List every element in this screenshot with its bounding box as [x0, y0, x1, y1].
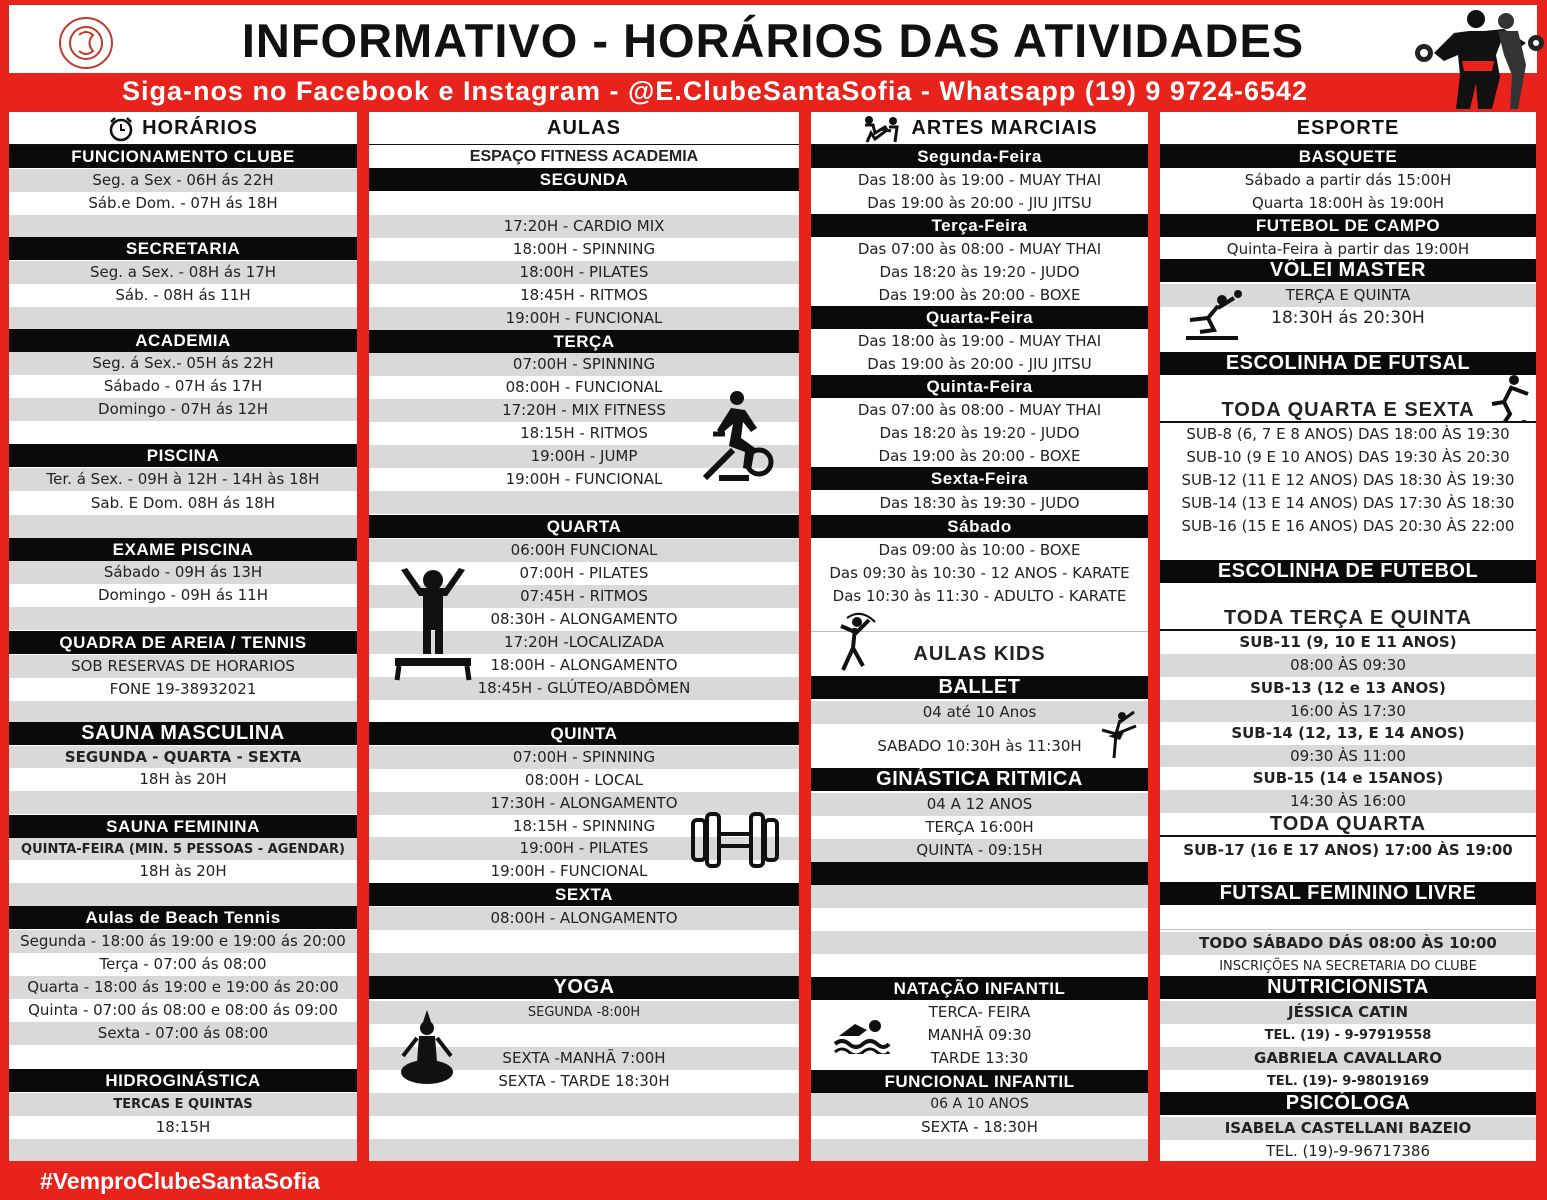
spacer-row [811, 1139, 1148, 1161]
sport-line: ISABELA CASTELLANI BAZEIO [1160, 1117, 1536, 1140]
spacer-row [811, 931, 1148, 954]
day-title: QUINTA [369, 722, 799, 745]
info-line: Ter. á Sex. - 09H à 12H - 14H às 18H [9, 468, 357, 491]
info-line: Domingo - 09H ás 11H [9, 584, 357, 607]
sport-title: ESCOLINHA DE FUTEBOL [1160, 560, 1536, 583]
esporte-title: ESPORTE [1160, 112, 1536, 146]
section-title: SECRETARIA [9, 237, 357, 260]
info-line: FONE 19-38932021 [9, 678, 357, 701]
section-title: FUNCIONAMENTO CLUBE [9, 145, 357, 168]
class-line: Das 19:00 às 20:00 - JIU JITSU [811, 192, 1148, 215]
sport-title: BASQUETE [1160, 145, 1536, 168]
spacer-row [811, 908, 1148, 931]
class-line: Das 09:00 às 10:00 - BOXE [811, 539, 1148, 563]
class-line: 08:00H - FUNCIONAL [369, 376, 799, 399]
info-line: Sábado - 09H ás 13H [9, 561, 357, 584]
alarm-clock-icon [108, 116, 134, 142]
sport-subtitle: TODA TERÇA E QUINTA [1160, 607, 1536, 631]
spacer-row [9, 607, 357, 630]
class-line: Das 19:00 às 20:00 - JIU JITSU [811, 353, 1148, 376]
class-line: 19:00H - PILATES [369, 837, 799, 860]
sport-line: TEL. (19)- 9-98019169 [1160, 1070, 1536, 1093]
info-line: TERCAS E QUINTAS [9, 1093, 357, 1116]
sport-line: SUB-10 (9 E 10 ANOS) DAS 19:30 ÀS 20:30 [1160, 446, 1536, 470]
column-esporte [1160, 112, 1536, 1161]
class-line: Das 07:00 às 08:00 - MUAY THAI [811, 238, 1148, 262]
class-line: 19:00H - FUNCIONAL [369, 468, 799, 491]
footer-hashtag: #VemproClubeSantaSofia [40, 1168, 320, 1194]
sport-line: 16:00 ÀS 17:30 [1160, 700, 1536, 723]
spacer-row [9, 791, 357, 814]
class-line: 18:15H - SPINNING [369, 815, 799, 838]
info-line: Seg. a Sex. - 08H ás 17H [9, 261, 357, 284]
volleyball-player-icon [1184, 288, 1244, 342]
day-title: SEXTA [369, 883, 799, 906]
class-line: 08:30H - ALONGAMENTO [369, 608, 799, 631]
info-line: Quarta - 18:00 ás 19:00 e 19:00 ás 20:00 [9, 976, 357, 999]
class-line: Das 18:20 às 19:20 - JUDO [811, 422, 1148, 446]
class-line: 06 A 10 ANOS [811, 1093, 1148, 1116]
spacer-row [369, 1116, 799, 1139]
ballerina-icon [1094, 708, 1142, 760]
info-line: Seg. á Sex.- 05H ás 22H [9, 352, 357, 375]
sport-subtitle: TODA QUARTA [1160, 813, 1536, 837]
day-title: Segunda-Feira [811, 145, 1148, 168]
spacer-row [811, 885, 1148, 908]
sport-line: INSCRIÇÕES NA SECRETARIA DO CLUBE [1160, 955, 1536, 978]
spacer-row [9, 307, 357, 330]
spacer-row [9, 421, 357, 444]
info-line: Sábado - 07H ás 17H [9, 375, 357, 398]
info-line: SEGUNDA - QUARTA - SEXTA [9, 746, 357, 769]
sport-line: TODO SÁBADO DÁS 08:00 ÀS 10:00 [1160, 932, 1536, 955]
spacer-row [1160, 584, 1536, 607]
spacer-row [369, 191, 799, 214]
day-title: Quinta-Feira [811, 375, 1148, 398]
class-line: 07:45H - RITMOS [369, 585, 799, 608]
spacer-row [369, 700, 799, 723]
sport-line: SUB-15 (14 e 15ANOS) [1160, 767, 1536, 790]
class-line: Das 10:30 às 11:30 - ADULTO - KARATE [811, 585, 1148, 609]
class-line: 17:20H - MIX FITNESS [369, 399, 799, 422]
spacer-row [369, 930, 799, 953]
sport-title: ESCOLINHA DE FUTSAL [1160, 352, 1536, 375]
sport-line: TERÇA E QUINTA [1160, 284, 1536, 307]
class-line: TERCA- FEIRA [811, 1001, 1148, 1024]
class-line: 18:15H - RITMOS [369, 422, 799, 445]
section-title: Aulas de Beach Tennis [9, 906, 357, 929]
day-title: QUARTA [369, 515, 799, 538]
info-line: Terça - 07:00 ás 08:00 [9, 953, 357, 976]
sport-line: SUB-14 (13 E 14 ANOS) DAS 17:30 ÀS 18:30 [1160, 492, 1536, 516]
class-line: Das 09:30 às 10:30 - 12 ANOS - KARATE [811, 562, 1148, 586]
class-line: QUINTA - 09:15H [811, 839, 1148, 862]
class-line: SEXTA - TARDE 18:30H [369, 1070, 799, 1093]
day-title: TERÇA [369, 330, 799, 353]
spacer-row [369, 953, 799, 976]
sport-title: VÔLEI MASTER [1160, 259, 1536, 282]
class-line: 17:30H - ALONGAMENTO [369, 792, 799, 815]
sport-title: PSICÓLOGA [1160, 1092, 1536, 1115]
kids-class-title: FUNCIONAL INFANTIL [811, 1070, 1148, 1093]
sport-title: FUTEBOL DE CAMPO [1160, 214, 1536, 237]
sport-title: FUTSAL FEMININO LIVRE [1160, 882, 1536, 905]
class-line: Das 19:00 às 20:00 - BOXE [811, 445, 1148, 468]
sport-line: 08:00 ÀS 09:30 [1160, 654, 1536, 677]
info-line: QUINTA-FEIRA (MIN. 5 PESSOAS - AGENDAR) [9, 838, 357, 861]
sport-title: NUTRICIONISTA [1160, 976, 1536, 999]
kids-title: AULAS KIDS [811, 632, 1148, 676]
class-line: Das 07:00 às 08:00 - MUAY THAI [811, 399, 1148, 423]
spacer-row [811, 862, 1148, 885]
sport-line: Quarta 18:00H às 19:00H [1160, 192, 1536, 215]
info-line: Sáb.e Dom. - 07H ás 18H [9, 192, 357, 215]
swimmer-icon [833, 1018, 891, 1054]
class-line: SABADO 10:30H às 11:30H [811, 724, 1148, 768]
spacer-row [1160, 376, 1536, 399]
class-line: Das 18:30 às 19:30 - JUDO [811, 492, 1148, 515]
horarios-header [9, 112, 357, 146]
class-line: 18:45H - GLÚTEO/ABDÔMEN [369, 677, 799, 700]
sport-line: 09:30 ÀS 11:00 [1160, 745, 1536, 768]
section-title: PISCINA [9, 444, 357, 467]
day-title: YOGA [369, 976, 799, 999]
aulas-subtitle: ESPAÇO FITNESS ACADEMIA [369, 145, 799, 168]
dumbbell-icon [691, 812, 779, 868]
artes-header [811, 112, 1148, 146]
spacer-row [9, 1139, 357, 1161]
section-title: EXAME PISCINA [9, 538, 357, 561]
info-line: SOB RESERVAS DE HORARIOS [9, 655, 357, 678]
spacer-row [811, 954, 1148, 977]
sport-line: Quinta-Feira à partir das 19:00H [1160, 238, 1536, 261]
class-line: TERÇA 16:00H [811, 816, 1148, 839]
sport-line: 18:30H ás 20:30H [1160, 307, 1536, 330]
class-line: 04 A 12 ANOS [811, 793, 1148, 816]
social-banner: Siga-nos no Facebook e Instagram - @E.ClubeSantaSofia - Whatsapp (19) 9 9724-6542 [121, 76, 1309, 106]
sport-line: GABRIELA CAVALLARO [1160, 1047, 1536, 1070]
info-line: Sáb. - 08H ás 11H [9, 284, 357, 307]
spacer-row [1160, 538, 1536, 561]
column-aulas [369, 112, 799, 1161]
class-line: 07:00H - SPINNING [369, 746, 799, 769]
sport-line: SUB-16 (15 E 16 ANOS) DAS 20:30 ÀS 22:00 [1160, 515, 1536, 539]
class-line: SEXTA -MANHÃ 7:00H [369, 1047, 799, 1070]
info-line: Sexta - 07:00 ás 08:00 [9, 1022, 357, 1045]
soccer-player-icon [1484, 374, 1534, 430]
day-title: SEGUNDA [369, 168, 799, 191]
sport-line: SUB-17 (16 E 17 ANOS) 17:00 ÀS 19:00 [1160, 839, 1536, 862]
section-title: SAUNA FEMININA [9, 815, 357, 838]
class-line: 18:00H - ALONGAMENTO [369, 654, 799, 677]
class-line: MANHÃ 09:30 [811, 1024, 1148, 1047]
day-title: Sexta-Feira [811, 467, 1148, 490]
kids-class-title: GINÁSTICA RITMICA [811, 768, 1148, 791]
day-title: Quarta-Feira [811, 306, 1148, 329]
class-line: TARDE 13:30 [811, 1047, 1148, 1070]
sport-line: TEL. (19)-9-96717386 [1160, 1140, 1536, 1161]
artes-title: ARTES MARCIAIS [911, 117, 1098, 139]
info-line: Domingo - 07H ás 12H [9, 398, 357, 421]
sport-line: SUB-13 (12 e 13 ANOS) [1160, 677, 1536, 700]
class-line: 17:20H -LOCALIZADA [369, 631, 799, 654]
class-line: SEGUNDA -8:00H [369, 1001, 799, 1024]
jump-trampoline-icon [393, 566, 473, 682]
class-line: 19:00H - FUNCIONAL [369, 307, 799, 330]
spacer-row [9, 515, 357, 538]
section-title: QUADRA DE AREIA / TENNIS [9, 631, 357, 654]
column-horarios [9, 112, 357, 1161]
class-line: 08:00H - LOCAL [369, 769, 799, 792]
spacer-row [9, 1045, 357, 1068]
sport-line: 14:30 ÀS 16:00 [1160, 790, 1536, 813]
class-line: 19:00H - FUNCIONAL [369, 860, 799, 883]
sport-subtitle: TODA QUARTA E SEXTA [1160, 399, 1536, 423]
info-line: Segunda - 18:00 ás 19:00 e 19:00 ás 20:00 [9, 930, 357, 953]
class-line: 18:00H - PILATES [369, 261, 799, 284]
spacer-row [369, 491, 799, 514]
info-line: Quinta - 07:00 ás 08:00 e 08:00 ás 09:00 [9, 999, 357, 1022]
class-line: 07:00H - PILATES [369, 562, 799, 585]
class-line: Das 19:00 às 20:00 - BOXE [811, 284, 1148, 307]
sport-line: JÉSSICA CATIN [1160, 1001, 1536, 1024]
spinning-bike-icon [699, 390, 777, 482]
class-line: 18:45H - RITMOS [369, 284, 799, 307]
class-line: Das 18:00 às 19:00 - MUAY THAI [811, 330, 1148, 354]
section-title: SAUNA MASCULINA [9, 722, 357, 745]
class-line: 04 até 10 Anos [811, 701, 1148, 724]
kids-class-title: BALLET [811, 676, 1148, 699]
info-line: 18H às 20H [9, 768, 357, 791]
bodybuilder-icon [1414, 5, 1544, 111]
sport-line: SUB-12 (11 E 12 ANOS) DAS 18:30 ÀS 19:30 [1160, 469, 1536, 493]
header [9, 5, 1537, 73]
spacer-row [9, 883, 357, 906]
class-line: 06:00H FUNCIONAL [369, 539, 799, 562]
sport-line: SUB-14 (12, 13, E 14 ANOS) [1160, 722, 1536, 745]
day-title: Sábado [811, 515, 1148, 538]
page-title: INFORMATIVO - HORÁRIOS DAS ATIVIDADES [241, 14, 1305, 67]
sport-line: SUB-8 (6, 7 E 8 ANOS) DAS 18:00 ÀS 19:30 [1160, 423, 1536, 447]
info-line: Sab. E Dom. 08H ás 18H [9, 492, 357, 515]
section-title: HIDROGINÁSTICA [9, 1069, 357, 1092]
spacer-row [9, 215, 357, 238]
aulas-title: AULAS [369, 112, 799, 146]
class-line: 17:20H - CARDIO MIX [369, 215, 799, 238]
class-line: 19:00H - JUMP [369, 445, 799, 468]
sport-line: TEL. (19) - 9-97919558 [1160, 1024, 1536, 1047]
class-line: 08:00H - ALONGAMENTO [369, 907, 799, 930]
info-line: 18:15H [9, 1116, 357, 1139]
column-artes-marciais [811, 112, 1148, 1161]
section-title: ACADEMIA [9, 329, 357, 352]
spacer-row [369, 1139, 799, 1161]
sport-line: SUB-11 (9, 10 E 11 ANOS) [1160, 631, 1536, 654]
day-title: Terça-Feira [811, 214, 1148, 237]
spacer-row [1160, 906, 1536, 930]
spacer-row [9, 701, 357, 724]
spacer-row [369, 1093, 799, 1116]
class-line: SEXTA - 18:30H [811, 1116, 1148, 1139]
horarios-title: HORÁRIOS [142, 117, 258, 139]
class-line: 07:00H - SPINNING [369, 353, 799, 376]
martial-arts-icon [861, 115, 901, 143]
gymnast-icon [833, 612, 877, 674]
class-line: Das 18:00 às 19:00 - MUAY THAI [811, 169, 1148, 193]
sport-line: Sábado a partir dás 15:00H [1160, 169, 1536, 193]
kids-class-title: NATAÇÃO INFANTIL [811, 977, 1148, 1000]
info-line: 18H às 20H [9, 860, 357, 883]
yoga-icon [399, 1008, 455, 1088]
class-line: Das 18:20 às 19:20 - JUDO [811, 261, 1148, 285]
class-line: 18:00H - SPINNING [369, 238, 799, 261]
info-line: Seg. a Sex - 06H ás 22H [9, 169, 357, 192]
